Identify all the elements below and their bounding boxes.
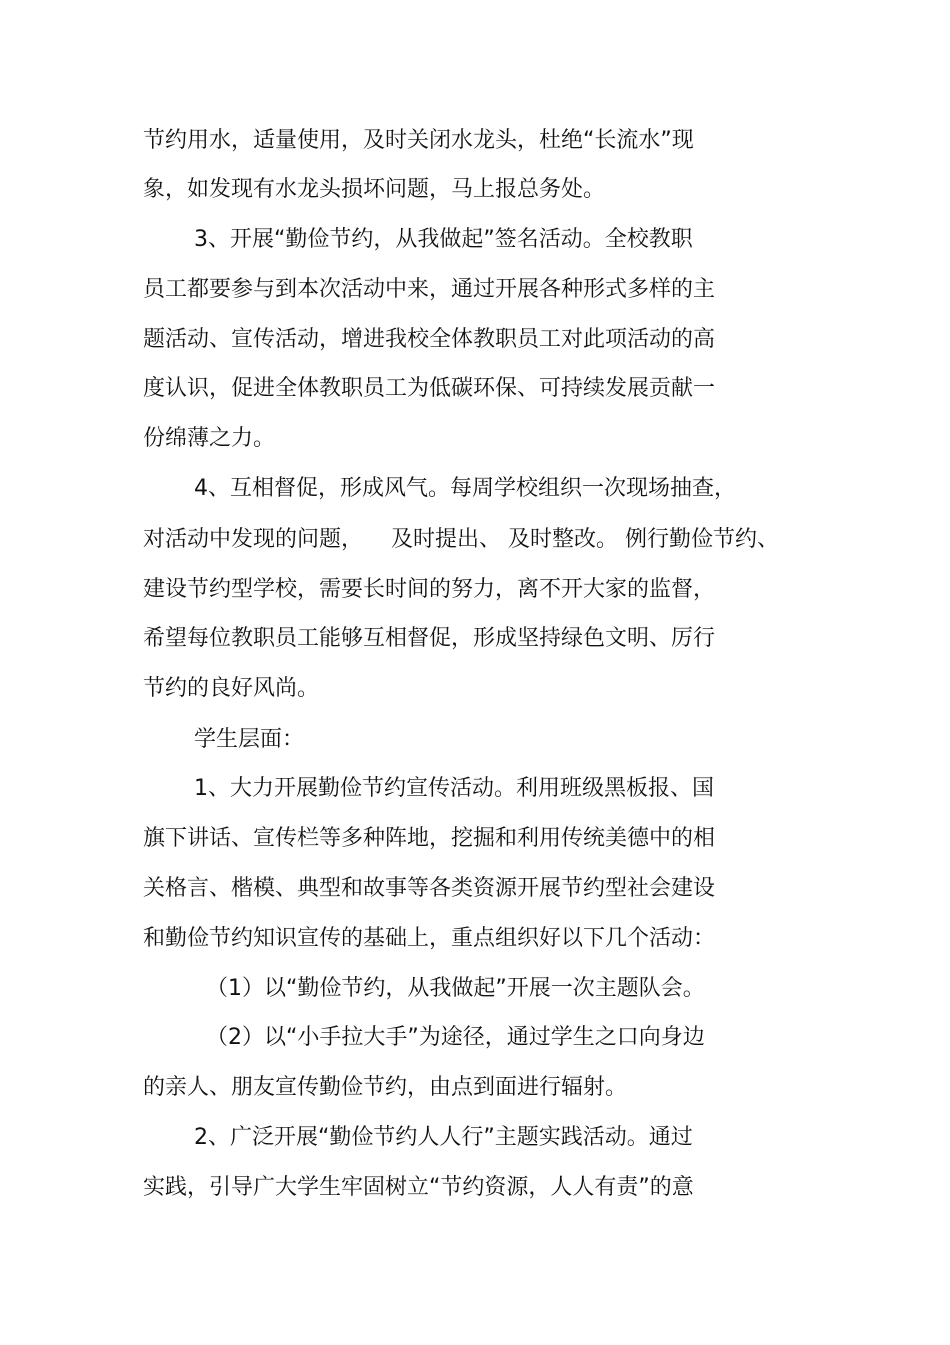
text-line: 4、互相督促，形成风气。每周学校组织一次现场抽查，	[194, 476, 736, 501]
text-line: 节约的良好风尚。	[143, 676, 320, 701]
text-line: 题活动、宣传活动，增进我校全体教职员工对此项活动的高	[143, 327, 716, 352]
text-line: 份绵薄之力。	[143, 426, 276, 451]
text-line: 对活动中发现的问题， 及时提出、 及时整改。 例行勤俭节约、	[143, 527, 779, 552]
text-line: （2）以“小手拉大手”为途径，通过学生之口向身边	[206, 1025, 705, 1050]
text-line: 1、大力开展勤俭节约宣传活动。利用班级黑板报、国	[194, 776, 714, 801]
text-line: 旗下讲话、宣传栏等多种阵地，挖掘和利用传统美德中的相	[143, 826, 716, 851]
text-line: 关格言、楷模、典型和故事等各类资源开展节约型社会建设	[143, 876, 716, 901]
text-line: （1）以“勤俭节约，从我做起”开展一次主题队会。	[206, 976, 705, 1001]
text-line: 希望每位教职员工能够互相督促，形成坚持绿色文明、厉行	[143, 626, 716, 651]
text-line: 3、开展“勤俭节约，从我做起”签名活动。全校教职	[194, 227, 693, 252]
text-line: 建设节约型学校，需要长时间的努力，离不开大家的监督，	[143, 577, 716, 602]
text-line: 员工都要参与到本次活动中来，通过开展各种形式多样的主	[143, 277, 716, 302]
text-line: 度认识，促进全体教职员工为低碳环保、可持续发展贡献一	[143, 376, 716, 401]
text-line: 象，如发现有水龙头损坏问题，马上报总务处。	[143, 177, 606, 202]
text-line: 和勤俭节约知识宣传的基础上，重点组织好以下几个活动：	[143, 926, 716, 951]
text-line: 节约用水，适量使用，及时关闭水龙头，杜绝“长流水”现	[143, 128, 694, 153]
section-heading: 学生层面：	[194, 727, 305, 752]
text-line: 的亲人、朋友宣传勤俭节约，由点到面进行辐射。	[143, 1075, 628, 1100]
text-line: 实践，引导广大学生牢固树立“节约资源，人人有责”的意	[143, 1175, 694, 1200]
text-line: 2、广泛开展“勤俭节约人人行”主题实践活动。通过	[194, 1125, 693, 1150]
